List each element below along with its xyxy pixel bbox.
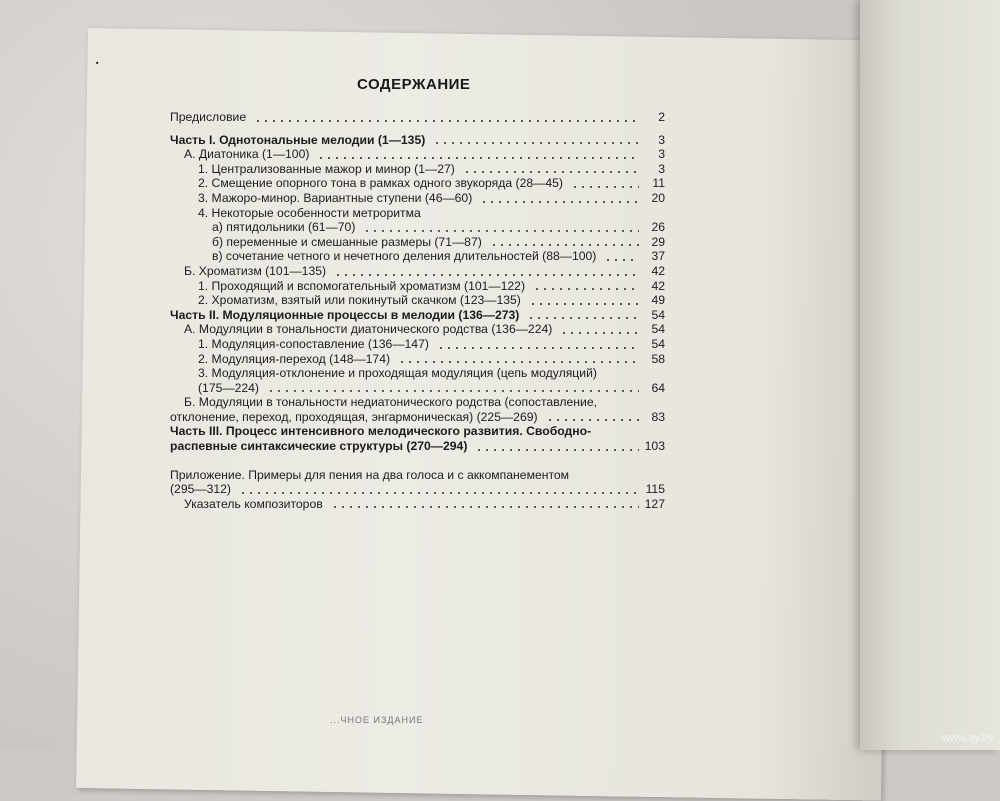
dot-leader <box>331 506 639 508</box>
toc-page-number: 58 <box>651 351 665 366</box>
toc-entry <box>170 439 665 454</box>
toc-page-number: 2 <box>658 110 665 124</box>
toc-page-number: 54 <box>651 322 665 337</box>
toc-entry <box>170 133 665 148</box>
dot-leader <box>463 171 639 173</box>
toc-entry <box>170 424 665 439</box>
dot-leader <box>527 317 639 319</box>
toc-entry <box>170 176 665 191</box>
toc-page-number: 127 <box>644 496 665 511</box>
toc-page-number: 115 <box>645 482 665 497</box>
dot-leader <box>363 230 639 232</box>
toc-entry-text: Б. Хроматизм (101—135) <box>184 263 327 278</box>
toc-entry <box>170 249 665 264</box>
toc-entry-text: Часть II. Модуляционные процессы в мелодии (136—273) <box>170 307 520 322</box>
dot-leader <box>480 201 639 203</box>
toc-entry-text: 1. Проходящий и вспомогательный хроматизм (101—122) <box>198 278 526 293</box>
toc-entry <box>170 293 665 308</box>
dot-leader <box>560 332 639 334</box>
dot-leader <box>546 419 639 421</box>
toc-entry <box>170 264 665 279</box>
toc-entry-text: 2. Модуляция-переход (148—174) <box>198 351 391 366</box>
toc-entry <box>170 497 665 512</box>
toc-page-number: 54 <box>651 307 665 322</box>
toc-entry <box>170 191 665 206</box>
dot-leader <box>529 303 639 305</box>
toc-entry-text: 3. Модуляция-отклонение и проходящая модуляция (цепь модуляций) <box>198 366 597 381</box>
book-page-right <box>860 0 1000 750</box>
toc-entry <box>170 147 665 162</box>
toc-entry <box>170 279 665 294</box>
page-title: СОДЕРЖАНИЕ <box>357 76 471 93</box>
toc-entry-text: Часть III. Процесс интенсивного мелодического развития. Свободно- <box>170 424 592 439</box>
toc-page-number: 3 <box>658 161 665 176</box>
toc-entry-text: Предисловие <box>170 110 247 124</box>
toc-page-number: 29 <box>651 234 665 249</box>
toc-entry-text: распевные синтаксические структуры (270—294) <box>170 439 468 454</box>
dot-leader <box>267 390 639 392</box>
dot-leader <box>571 186 639 188</box>
toc-entry-text: в) сочетание четного и нечетного деления длительностей (88—100) <box>212 249 597 264</box>
dot-leader <box>490 244 639 246</box>
toc-entry-text: отклонение, переход, проходящая, энгармоническая) (225—269) <box>170 409 538 424</box>
toc-page-number: 11 <box>652 176 665 191</box>
toc-entry-text: Указатель композиторов <box>184 496 323 511</box>
dot-leader <box>433 142 639 144</box>
dot-leader <box>475 449 639 451</box>
toc-entry-text: б) переменные и смешанные размеры (71—87) <box>212 234 482 249</box>
table-of-contents <box>170 110 665 511</box>
toc-entry-text: (175—224) <box>198 380 259 395</box>
toc-page-number: 42 <box>651 263 665 278</box>
toc-entry-text: (295—312) <box>170 482 231 497</box>
toc-page-number: 3 <box>658 132 665 147</box>
dot-leader <box>254 120 639 122</box>
toc-entry <box>170 468 665 483</box>
toc-spacer <box>170 454 665 468</box>
toc-entry <box>170 482 665 497</box>
dot-leader <box>437 347 639 349</box>
toc-entry <box>170 206 665 221</box>
toc-page-number: 54 <box>651 336 665 351</box>
toc-page-number: 103 <box>644 439 665 454</box>
watermark: www.ay.by <box>942 732 994 744</box>
dot-leader <box>604 259 639 261</box>
toc-entry <box>170 235 665 250</box>
toc-page-number: 26 <box>651 220 665 235</box>
toc-entry-text: 1. Централизованные мажор и минор (1—27) <box>198 161 455 176</box>
toc-page-number: 37 <box>651 249 665 264</box>
toc-page-number: 49 <box>651 293 665 308</box>
toc-entry <box>170 395 665 410</box>
toc-spacer <box>170 125 665 133</box>
toc-page-number: 20 <box>651 190 665 205</box>
dot-leader <box>239 492 639 494</box>
dot-leader <box>533 288 639 290</box>
toc-entry <box>170 308 665 323</box>
toc-entry-text: 2. Смещение опорного тона в рамках одного звукоряда (28—45) <box>198 176 563 191</box>
dot-leader <box>334 274 639 276</box>
toc-page-number: 64 <box>651 380 665 395</box>
toc-page-number: 42 <box>651 278 665 293</box>
toc-entry <box>170 220 665 235</box>
toc-entry-text: А. Диатоника (1—100) <box>184 147 310 162</box>
toc-page-number: 83 <box>651 409 665 424</box>
toc-entry <box>170 352 665 367</box>
toc-entry-text: 3. Мажоро-минор. Вариантные ступени (46—60) <box>198 190 473 205</box>
toc-entry <box>170 110 665 125</box>
dot-leader <box>398 361 639 363</box>
toc-entry <box>170 337 665 352</box>
toc-entry-text: 1. Модуляция-сопоставление (136—147) <box>198 336 429 351</box>
toc-entry <box>170 162 665 177</box>
toc-entry <box>170 381 665 396</box>
toc-entry-text: а) пятидольники (61—70) <box>212 220 356 235</box>
page-mark: • <box>95 58 100 70</box>
toc-page-number: 3 <box>658 147 665 162</box>
toc-entry-text: Приложение. Примеры для пения на два голоса и с аккомпанементом <box>170 467 570 482</box>
toc-entry <box>170 410 665 425</box>
dot-leader <box>317 157 639 159</box>
toc-entry <box>170 322 665 337</box>
toc-entry-text: 2. Хроматизм, взятый или покинутый скачком (123—135) <box>198 293 521 308</box>
bottom-page-text: ...ЧНОЕ ИЗДАНИЕ <box>330 715 424 725</box>
toc-entry-text: Часть I. Однотональные мелодии (1—135) <box>170 132 426 147</box>
toc-entry-text: 4. Некоторые особенности метроритма <box>198 205 421 220</box>
toc-entry-text: Б. Модуляции в тональности недиатонического родства (сопоставление, <box>184 395 597 410</box>
toc-entry <box>170 366 665 381</box>
toc-entry-text: А. Модуляции в тональности диатонического родства (136—224) <box>184 322 553 337</box>
